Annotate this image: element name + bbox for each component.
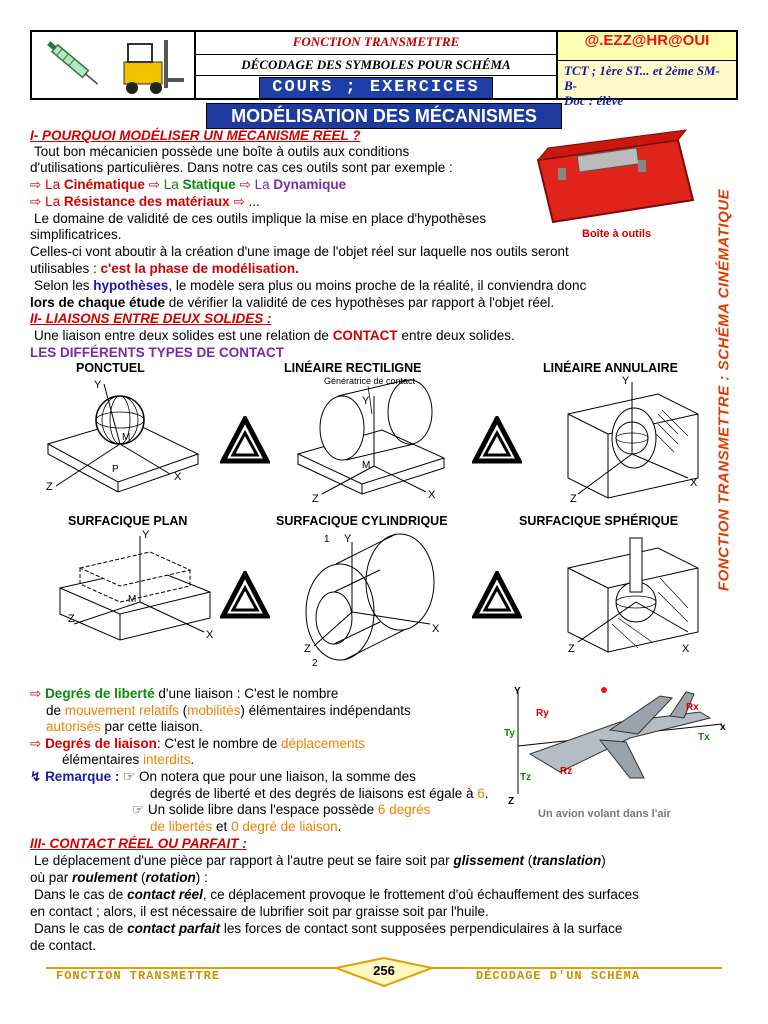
- s2-p1-row: Une liaison entre deux solides est une relation de CONTACT entre deux solides.: [34, 328, 515, 343]
- dof-row3: autorisés par cette liaison.: [46, 719, 203, 734]
- impossible-triangle-icon: [472, 416, 522, 466]
- s1-p2a: Le domaine de validité de ces outils implique la mise en place d'hypothèses: [34, 211, 487, 226]
- axis-y: Y: [94, 379, 102, 391]
- svg-text:Y: Y: [514, 686, 521, 697]
- section2-heading: II- LIAISONS ENTRE DEUX SOLIDES :: [30, 311, 272, 326]
- s1-p5-row: lors de chaque étude de vérifier la validité de ces hypothèses par rapport à l'objet réel.: [30, 295, 555, 310]
- impossible-triangle-icon: [220, 571, 270, 621]
- s3-row1: Le déplacement d'une pièce par rapport à l'autre peut se faire soit par glissement (translation): [34, 853, 606, 868]
- diagram-surfacique-spherique: [548, 528, 708, 658]
- arrow-icon: ⇨: [229, 194, 245, 209]
- type-label-surfacique-cylindrique: SURFACIQUE CYLINDRIQUE: [276, 514, 448, 528]
- hand-pointer-icon: ☞: [119, 769, 139, 784]
- section1-heading: I- POURQUOI MODÉLISER UN MÉCANISME RÉEL ?: [30, 128, 361, 143]
- axis-z: Z: [46, 481, 53, 493]
- svg-text:Tz: Tz: [520, 772, 532, 783]
- s1-p2b: simplificatrices.: [30, 227, 122, 242]
- arrow-icon: ⇨: [148, 177, 164, 192]
- svg-text:2: 2: [312, 658, 318, 668]
- page-title: MODÉLISATION DES MÉCANISMES: [206, 103, 562, 129]
- arrow-icon: ⇨: [239, 177, 255, 192]
- s1-tools-row: ⇨ La Cinématique ⇨ La Statique ⇨ La Dynamique: [30, 177, 347, 192]
- header-line2: DÉCODAGE DES SYMBOLES POUR SCHÉMA: [196, 55, 556, 76]
- s1-p3a: Celles-ci vont aboutir à la création d'une image de l'objet réel sur laquelle nos outils seront: [30, 244, 569, 259]
- svg-text:X: X: [428, 489, 436, 501]
- hand-pointer-icon: ☞: [132, 802, 148, 817]
- header-middle: [196, 32, 558, 98]
- s3-row6: de contact.: [30, 938, 97, 953]
- svg-text:Z: Z: [304, 643, 311, 655]
- svg-text:M: M: [362, 460, 371, 471]
- arrow-icon: ⇨: [30, 177, 46, 192]
- s3-row2: où par roulement (rotation) :: [30, 870, 208, 885]
- point-m: M: [122, 432, 131, 443]
- s3-row4: en contact ; alors, il est nécessaire de lubrifier soit par graisse soit par l'huile.: [30, 904, 489, 919]
- remark-row3: ☞ Un solide libre dans l'espace possède 6 degrés: [132, 802, 431, 817]
- footer-right: DÉCODAGE D'UN SCHÉMA: [476, 969, 641, 983]
- s1-p4-row: Selon les hypothèses, le modèle sera plus ou moins proche de la réalité, il conviendra donc: [34, 278, 587, 293]
- generatrice-label: Génératrice de contact: [324, 376, 416, 386]
- svg-text:M: M: [128, 594, 137, 605]
- svg-text:X: X: [432, 623, 440, 635]
- type-label-lineaire-rectiligne: LINÉAIRE RECTILIGNE: [284, 361, 422, 375]
- s3-row5: Dans le cas de contact parfait les forces de contact sont supposées perpendiculaires à la surface: [34, 921, 623, 936]
- svg-text:Ty: Ty: [504, 728, 515, 739]
- svg-text:Z: Z: [508, 796, 515, 806]
- class-line2: Doc : élève: [564, 93, 624, 108]
- svg-text:Tx: Tx: [698, 732, 710, 743]
- axis-x: X: [174, 471, 182, 483]
- svg-text:Y: Y: [344, 533, 352, 545]
- arrow-icon: ⇨: [30, 194, 46, 209]
- s1-rdm-row: ⇨ La Résistance des matériaux ⇨ ...: [30, 194, 260, 209]
- section3-heading: III- CONTACT RÉEL OU PARFAIT :: [30, 836, 247, 851]
- header-band-row: [196, 76, 556, 98]
- toolbox-image: [518, 110, 708, 230]
- class-info: [558, 61, 736, 110]
- svg-text:x: x: [720, 722, 726, 733]
- remark-row4: de libertés et 0 degré de liaison.: [150, 819, 342, 834]
- dof-row1: ⇨ Degrés de liberté d'une liaison : C'est le nombre: [30, 686, 339, 701]
- header-line1: FONCTION TRANSMETTRE: [196, 32, 556, 55]
- forklift-icon: [124, 40, 184, 94]
- plane-diagram: [500, 682, 730, 806]
- dol-row1: ⇨ Degrés de liaison: C'est le nombre de déplacements: [30, 736, 366, 751]
- svg-text:Z: Z: [68, 613, 75, 625]
- type-label-ponctuel: PONCTUEL: [76, 361, 145, 375]
- diagram-lineaire-rectiligne: [282, 374, 452, 508]
- author-name: @.EZZ@HR@OUI: [584, 32, 710, 49]
- svg-text:Y: Y: [622, 375, 630, 387]
- svg-text:X: X: [206, 629, 214, 641]
- svg-text:1: 1: [324, 534, 330, 545]
- type-label-lineaire-annulaire: LINÉAIRE ANNULAIRE: [543, 361, 678, 375]
- svg-text:Rz: Rz: [560, 766, 573, 777]
- svg-text:Z: Z: [312, 493, 319, 505]
- dof-row2: de mouvement relatifs (mobilités) élémentaires indépendants: [46, 703, 411, 718]
- svg-text:Z: Z: [570, 493, 577, 505]
- toolbox-caption: Boîte à outils: [582, 228, 652, 240]
- impossible-triangle-icon: [220, 416, 270, 466]
- page-footer: [46, 956, 722, 990]
- syringe-icon: [32, 32, 194, 98]
- page-number: 256: [373, 963, 395, 978]
- type-label-surfacique-spherique: SURFACIQUE SPHÉRIQUE: [519, 514, 679, 528]
- arrow-icon: ⇨: [30, 686, 46, 701]
- footer-left: FONCTION TRANSMETTRE: [56, 969, 221, 983]
- svg-text:Y: Y: [362, 395, 370, 407]
- class-line1: TCT ; 1ère ST... et 2ème SM-B-: [564, 63, 720, 93]
- diagram-lineaire-annulaire: [548, 374, 708, 508]
- plane-caption: Un avion volant dans l'air: [538, 808, 671, 820]
- svg-text:X: X: [682, 643, 690, 655]
- svg-text:X: X: [690, 477, 698, 489]
- header-box: [30, 30, 738, 108]
- svg-text:Rx: Rx: [686, 702, 699, 713]
- header-right: [558, 32, 736, 108]
- contact-types-heading: LES DIFFÉRENTS TYPES DE CONTACT: [30, 345, 285, 360]
- svg-text:Ry: Ry: [536, 708, 549, 719]
- author-row: [558, 32, 736, 61]
- remark-row1: ↯ Remarque : ☞ On notera que pour une liaison, la somme des: [30, 769, 416, 784]
- remark-row2: degrés de liberté et des degrés de liaisons est égale à 6.: [150, 786, 489, 801]
- sidebar-text: FONCTION TRANSMETTRE : SCHÉMA CINÉMATIQUE: [715, 188, 733, 592]
- svg-text:Z: Z: [568, 643, 575, 655]
- plane-p: P: [112, 464, 119, 475]
- s1-p1a: Tout bon mécanicien possède une boîte à outils aux conditions: [34, 144, 410, 159]
- sidebar-vertical-title: [712, 110, 736, 670]
- svg-text:Y: Y: [142, 529, 150, 541]
- arrow-icon: ⇨: [30, 736, 46, 751]
- impossible-triangle-icon: [472, 571, 522, 621]
- diagram-ponctuel: [38, 374, 208, 504]
- header-icons: [32, 32, 196, 98]
- diagram-surfacique-cylindrique: [290, 528, 450, 668]
- type-label-surfacique-plan: SURFACIQUE PLAN: [68, 514, 188, 528]
- s3-row3: Dans le cas de contact réel, ce déplacement provoque le frottement d'où échauffement des surfaces: [34, 887, 639, 902]
- dol-row2: élémentaires interdits.: [62, 752, 195, 767]
- s1-p1b: d'utilisations particulières. Dans notre cas ces outils sont par exemple :: [30, 160, 453, 175]
- pointer-icon: ↯: [30, 769, 46, 784]
- diagram-surfacique-plan: [40, 528, 220, 648]
- s1-p3-row: utilisables : c'est la phase de modélisation.: [30, 261, 299, 276]
- cours-exercices-band: COURS ; EXERCICES: [259, 77, 492, 99]
